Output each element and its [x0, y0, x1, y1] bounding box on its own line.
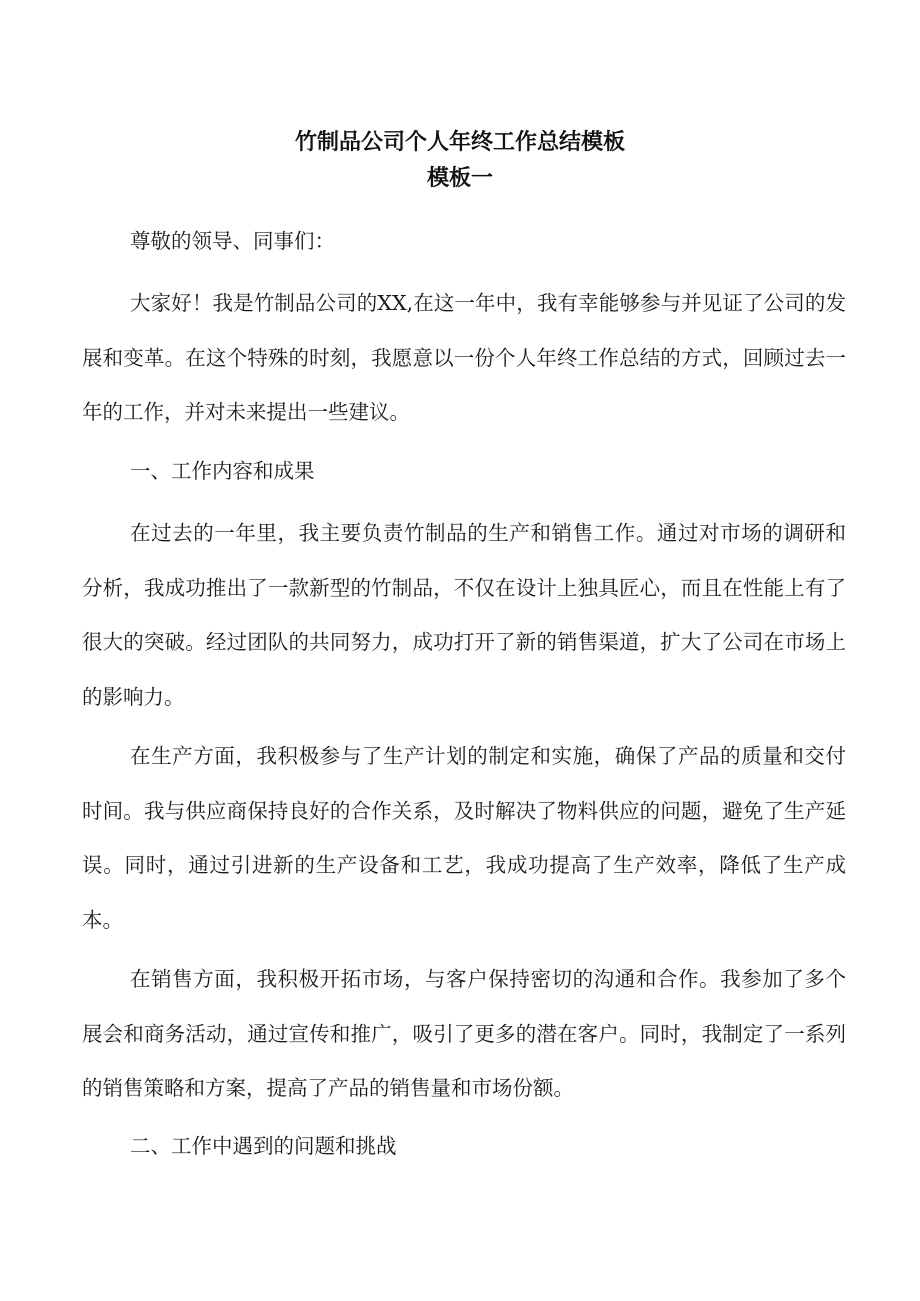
sales-paragraph: 在销售方面，我积极开拓市场，与客户保持密切的沟通和合作。我参加了多个展会和商务活动，通过宣传和推广，吸引了更多的潜在客户。同时，我制定了一系列的销售策略和方案，提高了产品的销售量和市场份额。 — [82, 967, 846, 1100]
document-title: 竹制品公司个人年终工作总结模板 — [294, 130, 625, 155]
salutation: 尊敬的领导、同事们： — [130, 229, 335, 253]
section-heading-1: 一、工作内容和成果 — [130, 459, 315, 483]
document-subtitle: 模板一 — [426, 166, 493, 191]
production-paragraph: 在生产方面，我积极参与了生产计划的制定和实施，确保了产品的质量和交付时间。我与供应商保持良好的合作关系，及时解决了物料供应的问题，避免了生产延误。同时，通过引进新的生产设备和工艺，我成功提高了生产效率，降低了生产成本。 — [82, 744, 846, 932]
section-heading-2: 二、工作中遇到的问题和挑战 — [130, 1134, 397, 1158]
work-content-paragraph: 在过去的一年里，我主要负责竹制品的生产和销售工作。通过对市场的调研和分析，我成功推出了一款新型的竹制品，不仅在设计上独具匠心，而且在性能上有了很大的突破。经过团队的共同努力，成功打开了新的销售渠道，扩大了公司在市场上的影响力。 — [82, 521, 846, 709]
intro-paragraph: 大家好！我是竹制品公司的XX,在这一年中，我有幸能够参与并见证了公司的发展和变革。在这个特殊的时刻，我愿意以一份个人年终工作总结的方式，回顾过去一年的工作，并对未来提出一些建议。 — [82, 291, 846, 424]
